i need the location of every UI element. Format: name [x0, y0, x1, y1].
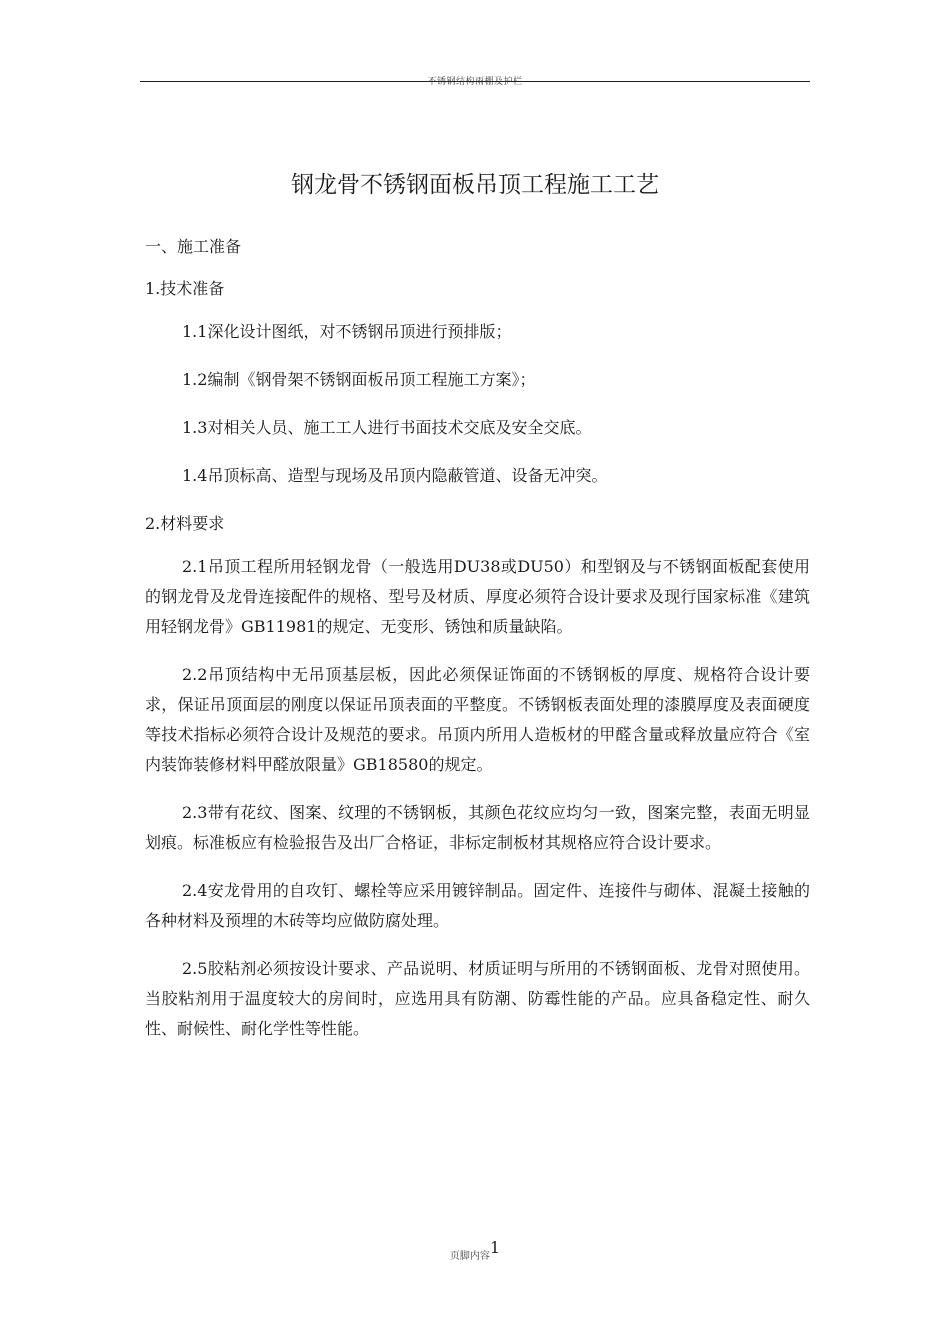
- tech-prep-item: 1.2编制《钢骨架不锈钢面板吊顶工程施工方案》；: [182, 370, 536, 389]
- materials-paragraph: 2.3带有花纹、图案、纹理的不锈钢板，其颜色花纹应均匀一致，图案完整，表面无明显划痕。标准板应有检验报告及出厂合格证，非标定制板材其规格应符合设计要求。: [145, 803, 810, 852]
- document-body: [145, 232, 810, 1062]
- page-number: 1: [489, 1238, 501, 1257]
- page-footer: [0, 1238, 950, 1263]
- footer-label: 页脚内容: [449, 1251, 490, 1262]
- header-text: 不锈钢结构雨棚及护栏: [427, 77, 523, 87]
- materials-paragraph: 2.2吊顶结构中无吊顶基层板，因此必须保证饰面的不锈钢板的厚度、规格符合设计要求，保证吊顶面层的刚度以保证吊顶表面的平整度。不锈钢板表面处理的漆膜厚度及表面硬度等技术指标必须符合设计及规范的要求。吊顶内所用人造板材的甲醛含量或释放量应符合《室内装饰装修材料甲醛放限量》GB18580的规定。: [145, 665, 810, 774]
- tech-prep-item: 1.3对相关人员、施工工人进行书面技术交底及安全交底。: [182, 418, 592, 437]
- materials-paragraph: 2.5胶粘剂必须按设计要求、产品说明、材质证明与所用的不锈钢面板、龙骨对照使用。当胶粘剂用于温度较大的房间时，应选用具有防潮、防霉性能的产品。应具备稳定性、耐久性、耐候性、耐化学性等性能。: [145, 959, 810, 1038]
- materials-paragraph: 2.1吊顶工程所用轻钢龙骨（一般选用DU38或DU50）和型钢及与不锈钢面板配套使用的钢龙骨及龙骨连接配件的规格、型号及材质、厚度必须符合设计要求及现行国家标准《建筑用轻钢龙骨》GB11981的规定、无变形、锈蚀和质量缺陷。: [145, 557, 810, 636]
- header-rule: [140, 81, 810, 82]
- section-heading-preparation: 一、施工准备: [145, 237, 242, 256]
- tech-prep-item: 1.1深化设计图纸，对不锈钢吊顶进行预排版；: [182, 322, 512, 341]
- document-title: 钢龙骨不锈钢面板吊顶工程施工工艺: [291, 172, 659, 198]
- tech-prep-item: 1.4吊顶标高、造型与现场及吊顶内隐蔽管道、设备无冲突。: [182, 466, 608, 485]
- subsection-heading-materials: 2.材料要求: [145, 514, 225, 533]
- materials-paragraph: 2.4安龙骨用的自攻钉、螺栓等应采用镀锌制品。固定件、连接件与砌体、混凝土接触的各种材料及预埋的木砖等均应做防腐处理。: [145, 881, 810, 930]
- subsection-heading-tech-prep: 1.技术准备: [145, 279, 225, 298]
